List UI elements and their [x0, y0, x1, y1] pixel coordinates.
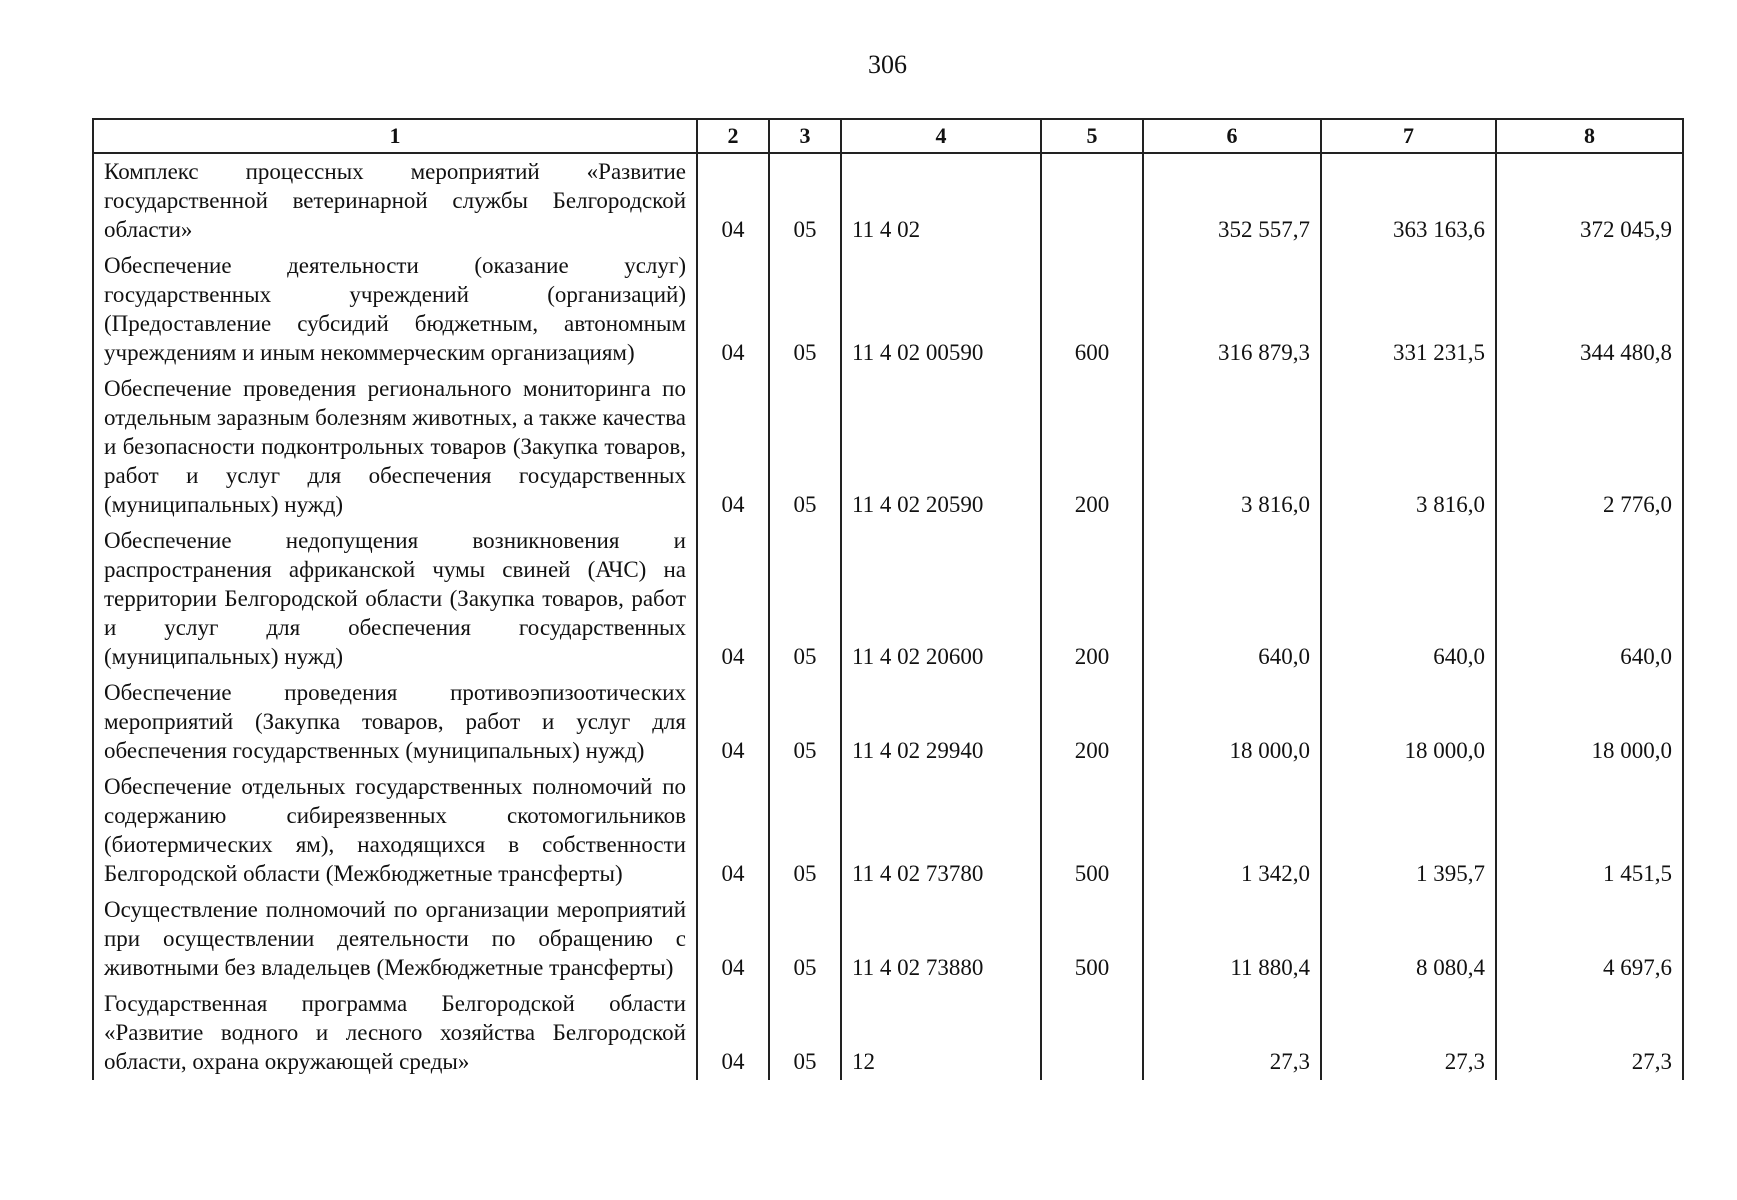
row-amount-col8: 1 451,5	[1496, 769, 1683, 892]
row-target-code: 11 4 02 73880	[841, 892, 1041, 986]
row-target-code: 11 4 02 20600	[841, 523, 1041, 675]
row-amount-col8: 2 776,0	[1496, 371, 1683, 523]
row-amount-col7: 8 080,4	[1321, 892, 1496, 986]
row-amount-col6: 316 879,3	[1143, 248, 1321, 371]
row-target-code: 11 4 02	[841, 153, 1041, 248]
row-amount-col8: 4 697,6	[1496, 892, 1683, 986]
row-amount-col8: 27,3	[1496, 986, 1683, 1080]
row-target-code: 11 4 02 20590	[841, 371, 1041, 523]
row-amount-col8: 372 045,9	[1496, 153, 1683, 248]
row-section: 04	[697, 675, 769, 769]
row-expense-type: 200	[1041, 523, 1143, 675]
row-name: Обеспечение деятельности (оказание услуг) государственных учреждений (организаций) (Предоставление субсидий бюджетным, автономным учреждениям и иным некоммерческим организациям)	[93, 248, 697, 371]
header-row	[93, 119, 1683, 153]
table-row	[93, 523, 1683, 675]
column-header-3: 3	[769, 119, 841, 153]
row-expense-type: 200	[1041, 371, 1143, 523]
row-amount-col8: 640,0	[1496, 523, 1683, 675]
row-subsection: 05	[769, 675, 841, 769]
row-expense-type: 500	[1041, 769, 1143, 892]
row-section: 04	[697, 986, 769, 1080]
row-amount-col7: 18 000,0	[1321, 675, 1496, 769]
row-name: Обеспечение недопущения возникновения и распространения африканской чумы свиней (АЧС) на территории Белгородской области (Закупка товаров, работ и услуг для обеспечения государственных (муниципальных) нужд)	[93, 523, 697, 675]
row-name: Обеспечение проведения регионального мониторинга по отдельным заразным болезням животных, а также качества и безопасности подконтрольных товаров (Закупка товаров, работ и услуг для обеспечения государственных (муниципальных) нужд)	[93, 371, 697, 523]
row-name: Обеспечение отдельных государственных полномочий по содержанию сибиреязвенных скотомогильников (биотермических ям), находящихся в собственности Белгородской области (Межбюджетные трансферты)	[93, 769, 697, 892]
table-row	[93, 986, 1683, 1080]
column-header-4: 4	[841, 119, 1041, 153]
row-amount-col6: 640,0	[1143, 523, 1321, 675]
table-row	[93, 153, 1683, 248]
column-header-5: 5	[1041, 119, 1143, 153]
row-subsection: 05	[769, 248, 841, 371]
row-section: 04	[697, 153, 769, 248]
row-amount-col8: 344 480,8	[1496, 248, 1683, 371]
row-amount-col7: 3 816,0	[1321, 371, 1496, 523]
table-row	[93, 371, 1683, 523]
row-amount-col7: 363 163,6	[1321, 153, 1496, 248]
row-name: Обеспечение проведения противоэпизоотических мероприятий (Закупка товаров, работ и услуг для обеспечения государственных (муниципальных) нужд)	[93, 675, 697, 769]
row-section: 04	[697, 523, 769, 675]
row-expense-type: 600	[1041, 248, 1143, 371]
row-expense-type: 200	[1041, 675, 1143, 769]
row-subsection: 05	[769, 892, 841, 986]
column-header-1: 1	[93, 119, 697, 153]
row-expense-type	[1041, 986, 1143, 1080]
row-name: Государственная программа Белгородской области «Развитие водного и лесного хозяйства Белгородской области, охрана окружающей среды»	[93, 986, 697, 1080]
page-number: 306	[868, 50, 907, 79]
row-name: Комплекс процессных мероприятий «Развитие государственной ветеринарной службы Белгородской области»	[93, 153, 697, 248]
row-expense-type	[1041, 153, 1143, 248]
row-subsection: 05	[769, 371, 841, 523]
row-subsection: 05	[769, 769, 841, 892]
row-section: 04	[697, 371, 769, 523]
row-amount-col6: 27,3	[1143, 986, 1321, 1080]
row-section: 04	[697, 769, 769, 892]
row-amount-col6: 18 000,0	[1143, 675, 1321, 769]
table-row	[93, 675, 1683, 769]
row-subsection: 05	[769, 523, 841, 675]
column-header-7: 7	[1321, 119, 1496, 153]
row-amount-col7: 27,3	[1321, 986, 1496, 1080]
row-amount-col6: 11 880,4	[1143, 892, 1321, 986]
row-amount-col6: 3 816,0	[1143, 371, 1321, 523]
column-header-2: 2	[697, 119, 769, 153]
row-subsection: 05	[769, 153, 841, 248]
row-amount-col8: 18 000,0	[1496, 675, 1683, 769]
row-target-code: 11 4 02 73780	[841, 769, 1041, 892]
column-header-8: 8	[1496, 119, 1683, 153]
column-header-6: 6	[1143, 119, 1321, 153]
row-target-code: 12	[841, 986, 1041, 1080]
row-subsection: 05	[769, 986, 841, 1080]
row-name: Осуществление полномочий по организации мероприятий при осуществлении деятельности по обращению с животными без владельцев (Межбюджетные трансферты)	[93, 892, 697, 986]
row-target-code: 11 4 02 29940	[841, 675, 1041, 769]
row-amount-col6: 1 342,0	[1143, 769, 1321, 892]
table-row	[93, 769, 1683, 892]
row-amount-col6: 352 557,7	[1143, 153, 1321, 248]
row-section: 04	[697, 892, 769, 986]
budget-table	[92, 118, 1684, 1080]
row-expense-type: 500	[1041, 892, 1143, 986]
row-section: 04	[697, 248, 769, 371]
table-row	[93, 248, 1683, 371]
row-target-code: 11 4 02 00590	[841, 248, 1041, 371]
row-amount-col7: 331 231,5	[1321, 248, 1496, 371]
row-amount-col7: 640,0	[1321, 523, 1496, 675]
table-row	[93, 892, 1683, 986]
row-amount-col7: 1 395,7	[1321, 769, 1496, 892]
